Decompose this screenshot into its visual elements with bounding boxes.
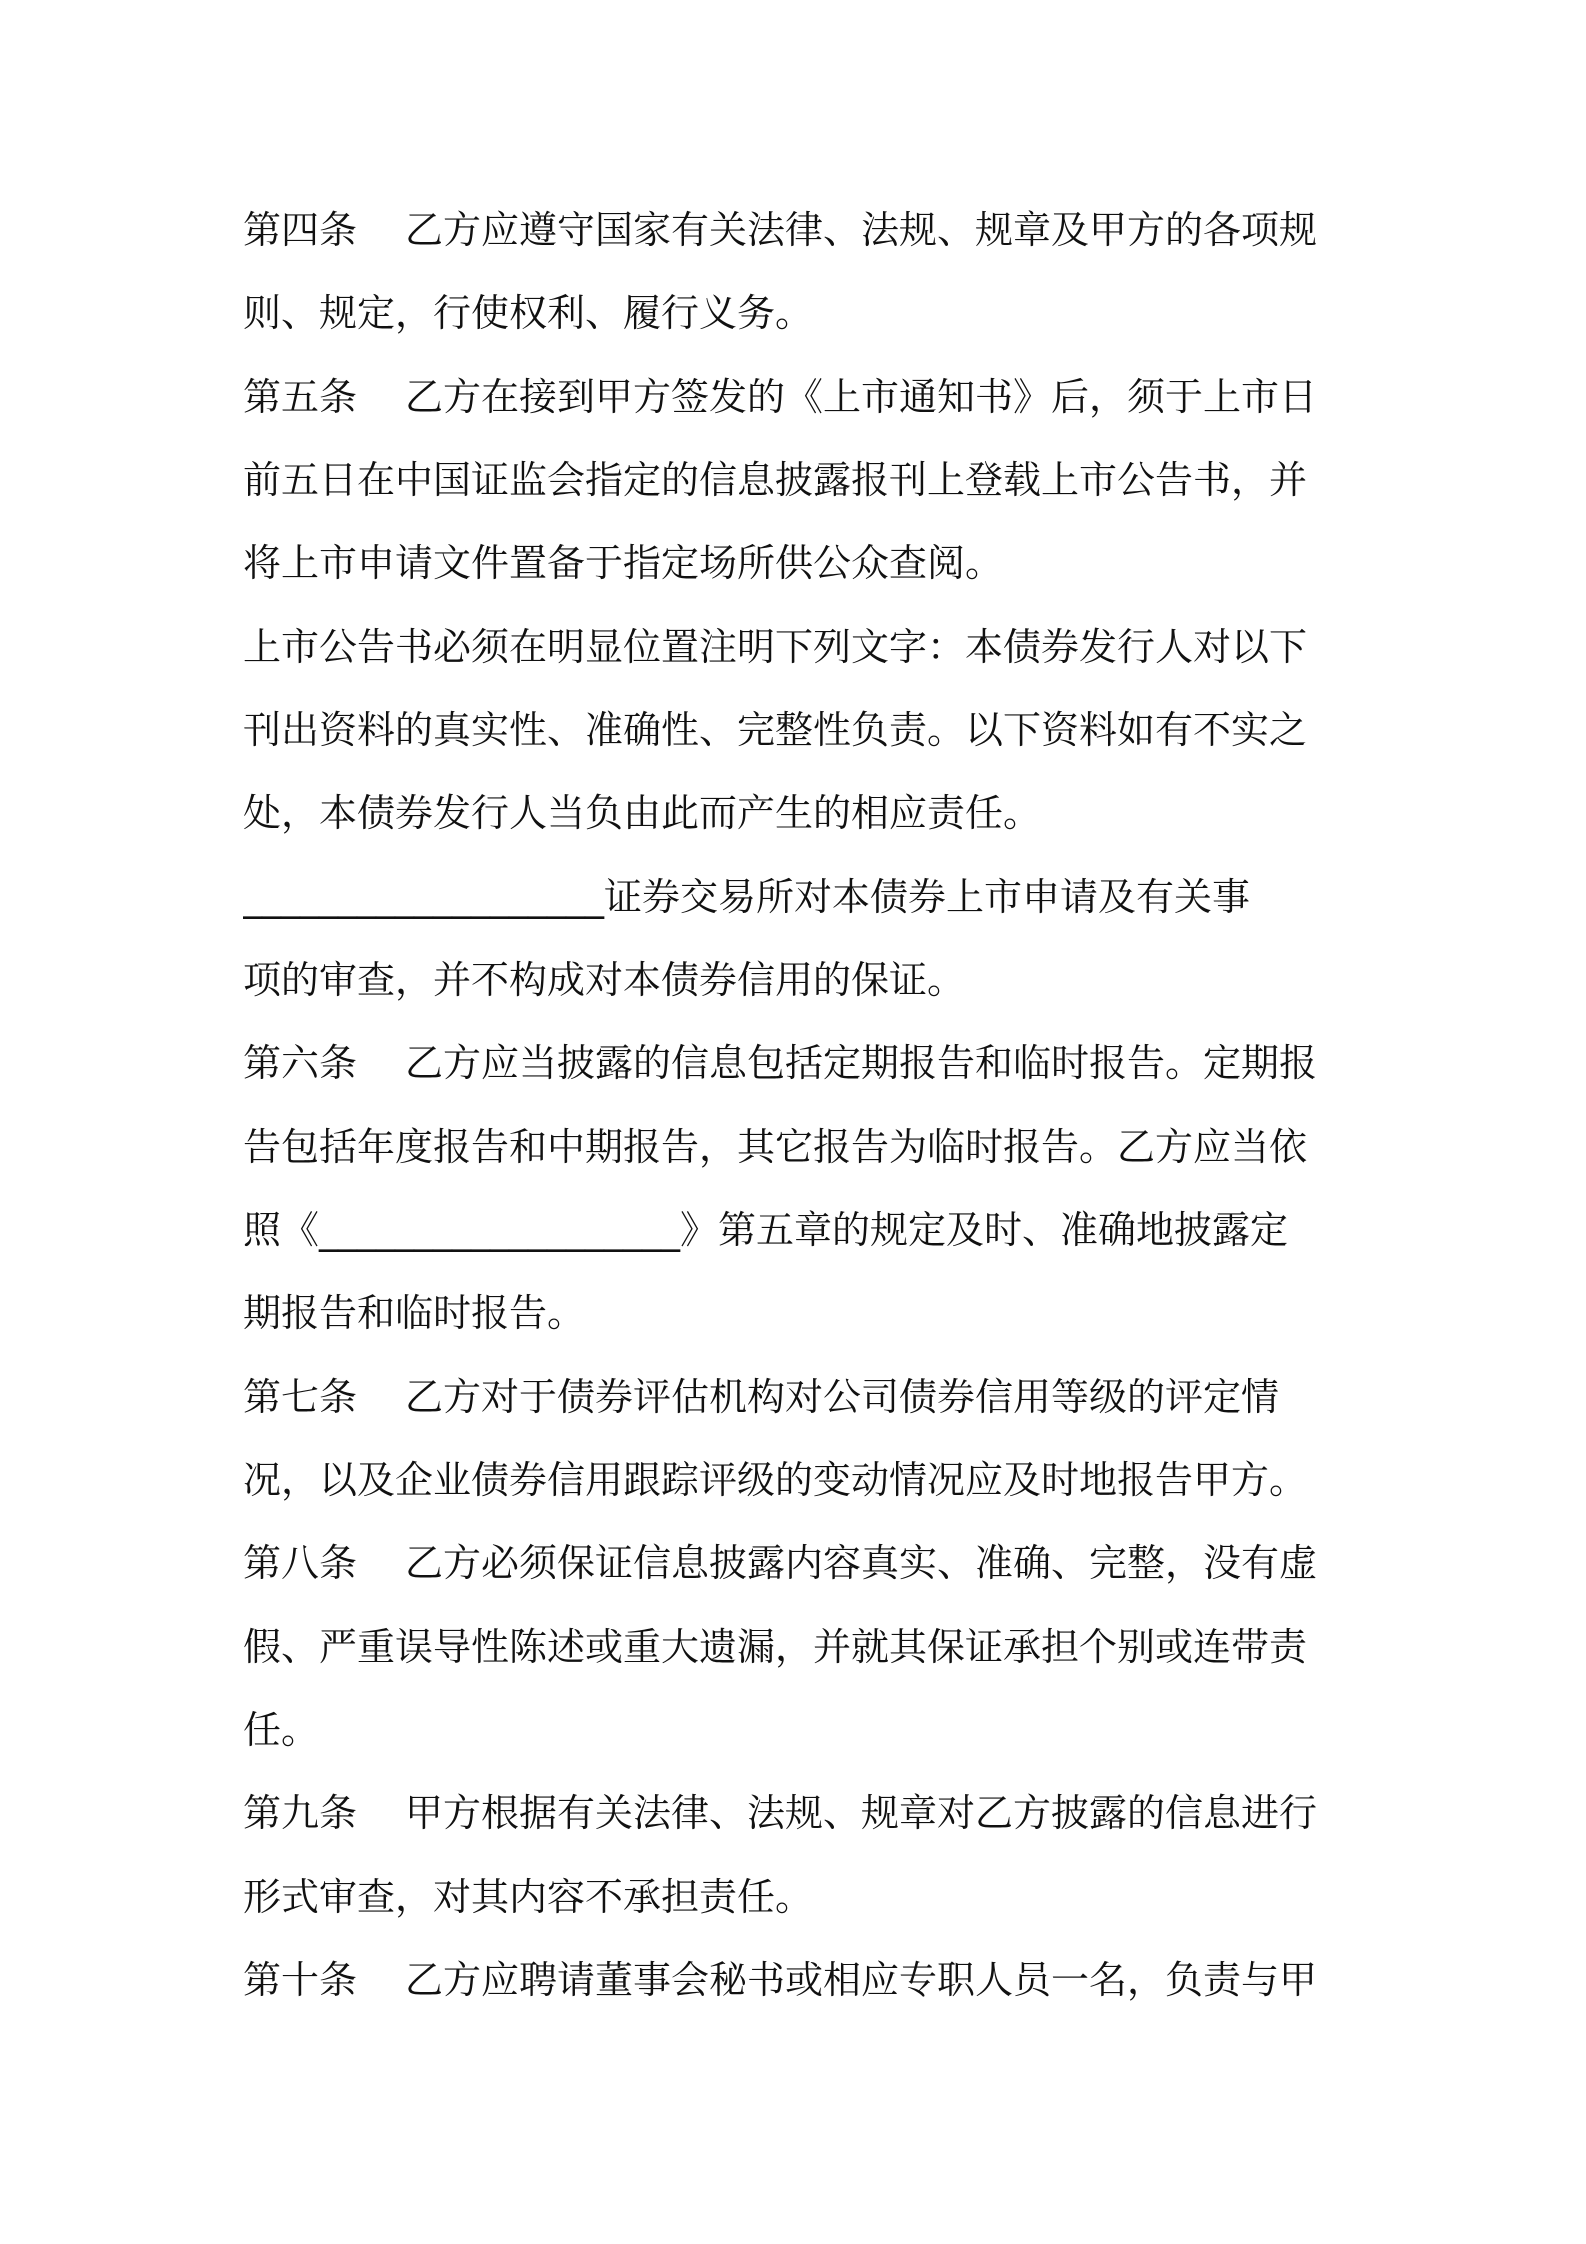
paragraph-text: 项的审查，并不构成对本债券信用的保证。 xyxy=(243,958,966,1002)
article-9-line-2 xyxy=(243,1872,1353,1922)
article-text: 况，以及企业债券信用跟踪评级的变动情况应及时地报告甲方。 xyxy=(243,1458,1308,1502)
article-8-line-2 xyxy=(243,1622,1353,1672)
article-4-line-1 xyxy=(243,205,1353,255)
article-label: 第五条 xyxy=(243,375,358,419)
article-text: 告包括年度报告和中期报告，其它报告为临时报告。乙方应当依 xyxy=(243,1125,1308,1169)
article-7-line-2 xyxy=(243,1455,1353,1505)
article-text: 前五日在中国证监会指定的信息披露报刊上登载上市公告书，并 xyxy=(243,458,1308,502)
article-label: 第七条 xyxy=(243,1375,358,1419)
article-text: 期报告和临时报告。 xyxy=(243,1291,586,1335)
article-text: 甲方根据有关法律、法规、规章对乙方披露的信息进行 xyxy=(405,1791,1318,1835)
notice-paragraph-line-1 xyxy=(243,622,1353,672)
article-text: 乙方应聘请董事会秘书或相应专职人员一名，负责与甲 xyxy=(405,1958,1318,2002)
article-text: 照《___________________》第五章的规定及时、准确地披露定 xyxy=(243,1208,1289,1252)
article-6-line-4 xyxy=(243,1288,1353,1338)
paragraph-text: 处，本债券发行人当负由此而产生的相应责任。 xyxy=(243,791,1042,835)
paragraph-text: 刊出资料的真实性、准确性、完整性负责。以下资料如有不实之 xyxy=(243,708,1308,752)
article-5-line-1 xyxy=(243,372,1353,422)
article-8-line-3 xyxy=(243,1705,1353,1755)
article-label: 第六条 xyxy=(243,1041,358,1085)
article-text: 形式审查，对其内容不承担责任。 xyxy=(243,1875,814,1919)
article-text: 任。 xyxy=(243,1708,320,1752)
article-6-line-3 xyxy=(243,1205,1353,1255)
article-text: 乙方对于债券评估机构对公司债券信用等级的评定情 xyxy=(405,1375,1280,1419)
article-text: 则、规定，行使权利、履行义务。 xyxy=(243,291,814,335)
article-label: 第九条 xyxy=(243,1791,358,1835)
notice-paragraph-line-3 xyxy=(243,788,1353,838)
article-text: 将上市申请文件置备于指定场所供公众查阅。 xyxy=(243,541,1004,585)
article-6-line-2 xyxy=(243,1122,1353,1172)
paragraph-text: 上市公告书必须在明显位置注明下列文字：本债券发行人对以下 xyxy=(243,625,1308,669)
article-10-line-1 xyxy=(243,1955,1353,2005)
article-label: 第十条 xyxy=(243,1958,358,2002)
article-label: 第八条 xyxy=(243,1541,358,1585)
article-text: 乙方必须保证信息披露内容真实、准确、完整，没有虚 xyxy=(405,1541,1318,1585)
article-4-line-2 xyxy=(243,288,1353,338)
exchange-paragraph-line-1 xyxy=(243,872,1353,922)
article-5-line-2 xyxy=(243,455,1353,505)
article-text: 假、严重误导性陈述或重大遗漏，并就其保证承担个别或连带责 xyxy=(243,1625,1308,1669)
exchange-paragraph-line-2 xyxy=(243,955,1353,1005)
article-text: 乙方应遵守国家有关法律、法规、规章及甲方的各项规 xyxy=(405,208,1318,252)
article-9-line-1 xyxy=(243,1788,1353,1838)
article-6-line-1 xyxy=(243,1038,1353,1088)
article-label: 第四条 xyxy=(243,208,358,252)
article-8-line-1 xyxy=(243,1538,1353,1588)
notice-paragraph-line-2 xyxy=(243,705,1353,755)
article-7-line-1 xyxy=(243,1372,1353,1422)
article-text: 乙方在接到甲方签发的《上市通知书》后，须于上市日 xyxy=(405,375,1318,419)
article-5-line-3 xyxy=(243,538,1353,588)
paragraph-text: ___________________证券交易所对本债券上市申请及有关事 xyxy=(243,875,1251,919)
article-text: 乙方应当披露的信息包括定期报告和临时报告。定期报 xyxy=(405,1041,1318,1085)
